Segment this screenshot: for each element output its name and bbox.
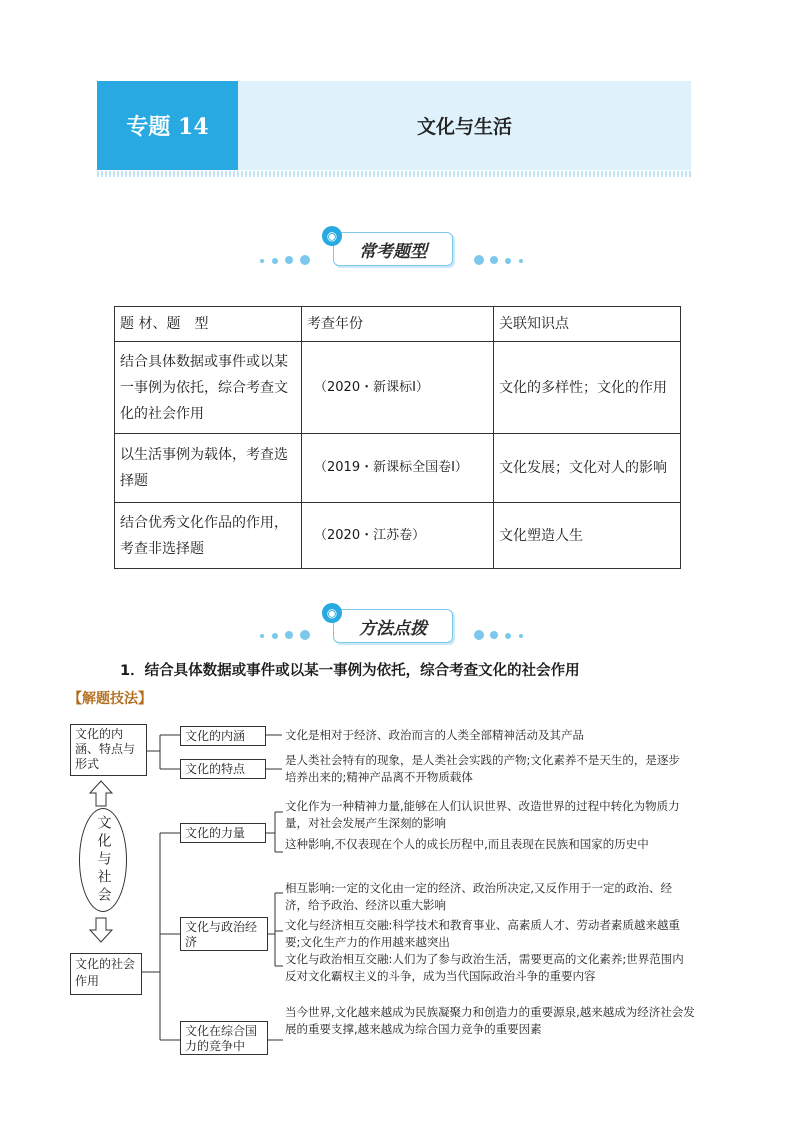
mindmap-text-pe-b: 文化与经济相互交融:科学技术和教育事业、高素质人才、劳动者素质越来越重要;文化生产力的作用越来越突出 (285, 918, 680, 949)
mindmap-node-connotation-features-forms: 文化的内涵、特点与形式 (70, 724, 147, 776)
table-cell: 以生活事例为载体，考查选择题 (115, 434, 302, 503)
table-cell: 结合优秀文化作品的作用，考查非选择题 (115, 503, 302, 569)
table-cell: 文化塑造人生 (494, 503, 681, 569)
tips-label: 【解题技法】 (68, 691, 152, 707)
table-cell: （2020・江苏卷） (302, 503, 494, 569)
table-header: 关联知识点 (494, 307, 681, 342)
mindmap-node-social-role: 文化的社会作用 (70, 953, 142, 995)
table-cell: 文化发展；文化对人的影响 (494, 434, 681, 503)
mindmap-node-competition: 文化在综合国力的竞争中 (180, 1021, 268, 1055)
mindmap-node-connotation: 文化的内涵 (180, 726, 266, 746)
table-header: 题 材、题 型 (115, 307, 302, 342)
mindmap-text-power-a: 文化作为一种精神力量,能够在人们认识世界、改造世界的过程中转化为物质力量，对社会发展产生深刻的影响 (285, 799, 680, 830)
mindmap-text-competition: 当今世界,文化越来越成为民族凝聚力和创造力的重要源泉,越来越成为经济社会发展的重要支撑,越来越成为综合国力竞争的重要因素 (285, 1005, 695, 1036)
section-title: 常考题型 (359, 241, 427, 262)
page-title: 文化与生活 (416, 116, 512, 138)
table-cell: 文化的多样性；文化的作用 (494, 342, 681, 434)
point-heading: 1．结合具体数据或事件或以某一事例为依托，综合考查文化的社会作用 (120, 663, 580, 679)
mindmap-center-label: 文化与社会 (95, 815, 112, 905)
mindmap-node-features: 文化的特点 (180, 759, 266, 779)
mindmap-text-features: 是人类社会特有的现象，是人类社会实践的产物;文化素养不是天生的，是逐步培养出来的;精神产品离不开物质载体 (285, 753, 680, 784)
mindmap-node-politics-economy: 文化与政治经济 (180, 917, 268, 951)
section-title: 方法点拨 (359, 618, 427, 639)
table-cell: （2019・新课标全国卷Ⅰ） (302, 434, 494, 503)
eye-icon: ◉ (322, 603, 342, 623)
table-cell: 结合具体数据或事件或以某一事例为依托，综合考查文化的社会作用 (115, 342, 302, 434)
mindmap-text-connotation: 文化是相对于经济、政治而言的人类全部精神活动及其产品 (285, 728, 584, 742)
mindmap-text-power-b: 这种影响,不仅表现在个人的成长历程中,而且表现在民族和国家的历史中 (285, 837, 649, 851)
mindmap-text-pe-a: 相互影响:一定的文化由一定的经济、政治所决定,又反作用于一定的政治、经济，给予政治、经济以重大影响 (285, 881, 673, 912)
table-cell: （2020・新课标Ⅰ） (302, 342, 494, 434)
mindmap-node-power: 文化的力量 (180, 823, 266, 843)
mindmap-center-node (79, 808, 127, 912)
mindmap-text-pe-c: 文化与政治相互交融:人们为了参与政治生活，需要更高的文化素养;世界范围内反对文化霸权主义的斗争，成为当代国际政治斗争的重要内容 (285, 952, 684, 983)
topic-label: 专题 14 (126, 114, 209, 140)
table-header: 考查年份 (302, 307, 494, 342)
eye-icon: ◉ (322, 226, 342, 246)
